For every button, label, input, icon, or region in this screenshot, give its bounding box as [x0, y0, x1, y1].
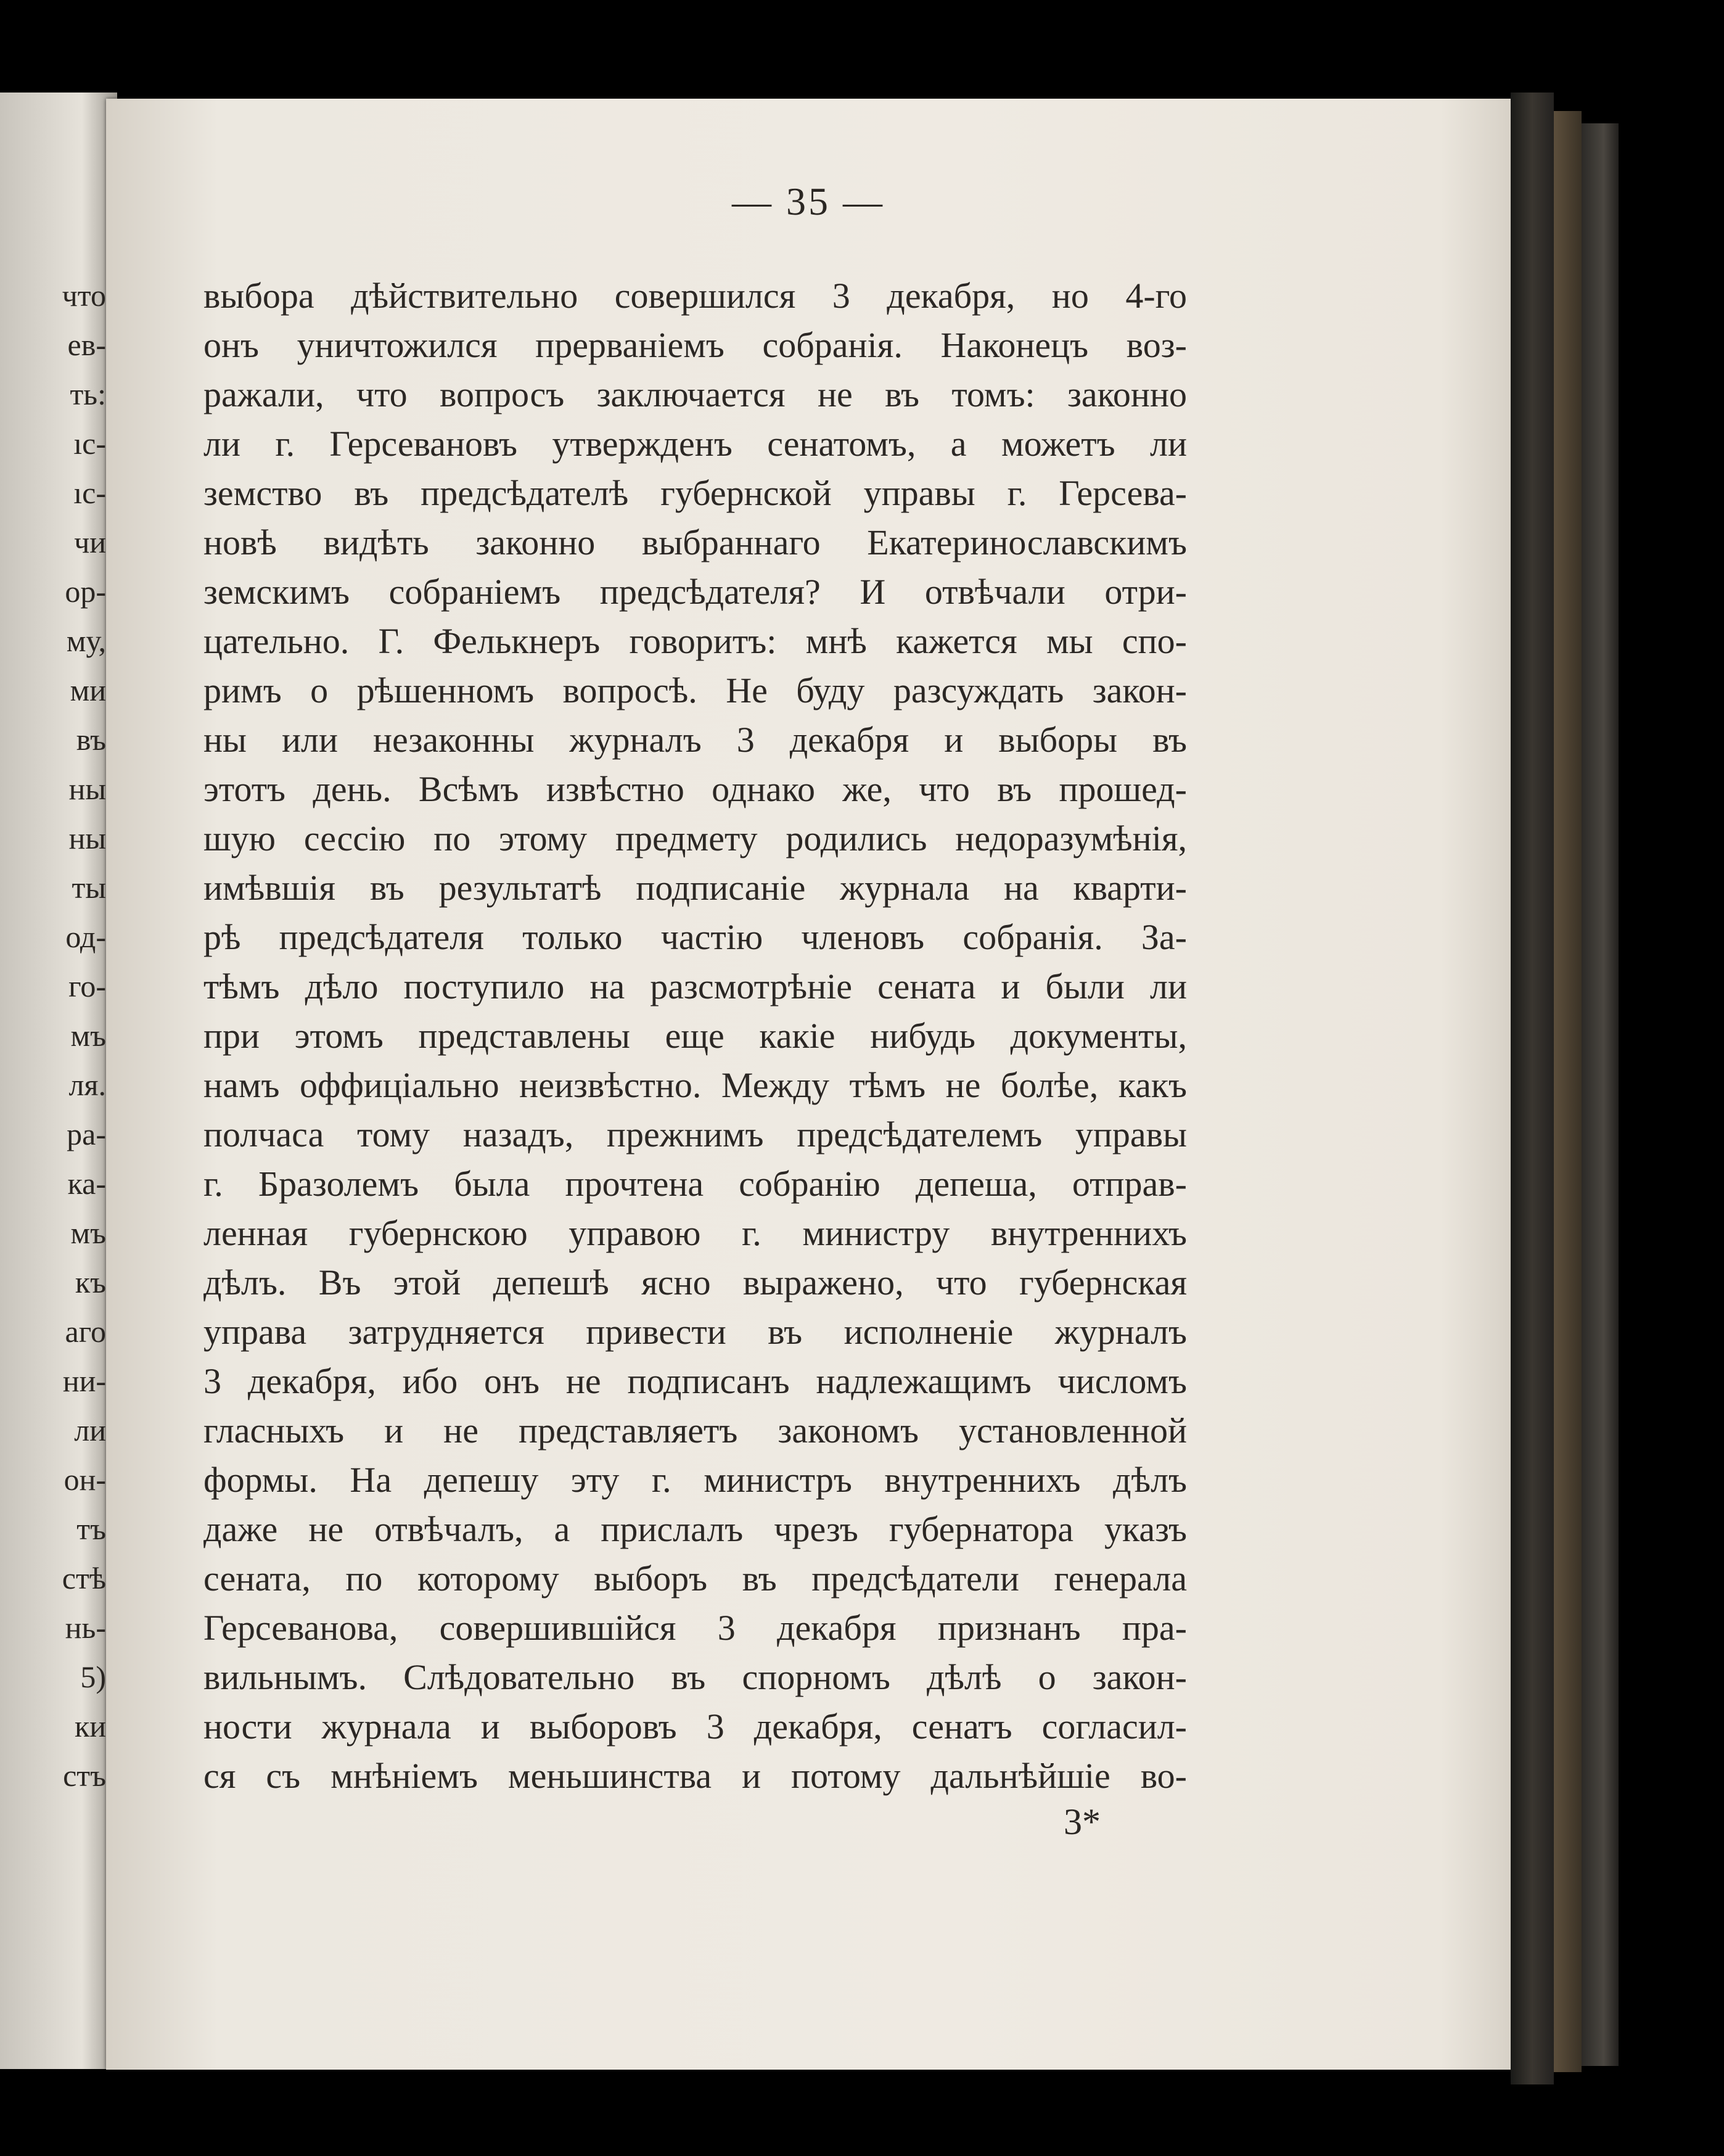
left-fragment: ны: [68, 821, 106, 855]
left-fragment: он-: [64, 1462, 106, 1497]
text-line: земство въ предсѣдателѣ губернской управы г. Герсева-: [203, 473, 1187, 513]
text-line: дѣлъ. Въ этой депешѣ ясно выражено, что губернская: [203, 1262, 1187, 1302]
left-fragment: ты: [72, 870, 106, 905]
book-spine: [1582, 123, 1619, 2066]
text-line: рѣ предсѣдателя только частію членовъ собранія. За-: [203, 917, 1187, 957]
left-fragment: мъ: [70, 1018, 106, 1053]
body-text: [203, 271, 1187, 1801]
left-fragment: ны: [68, 771, 106, 806]
page-edges: [1511, 93, 1554, 2084]
left-fragment: стъ: [63, 1758, 106, 1793]
text-line: даже не отвѣчалъ, а прислалъ чрезъ губернатора указъ: [203, 1509, 1187, 1549]
text-line: ся съ мнѣніемъ меньшинства и потому дальнѣйшіе во-: [203, 1756, 1187, 1796]
left-fragment: тъ: [76, 1512, 106, 1546]
left-fragment: стѣ: [62, 1561, 106, 1595]
text-line: римъ о рѣшенномъ вопросѣ. Не буду разсуждать закон-: [203, 670, 1187, 710]
left-fragment: ев-: [67, 327, 106, 362]
text-line: ленная губернскою управою г. министру внутреннихъ: [203, 1213, 1187, 1253]
text-line: тѣмъ дѣло поступило на разсмотрѣніе сената и были ли: [203, 966, 1187, 1006]
book-cover-edge: [1554, 111, 1582, 2072]
left-fragment: въ: [76, 722, 106, 757]
text-line: онъ уничтожился прерваніемъ собранія. Наконецъ воз-: [203, 325, 1187, 365]
left-fragment: ор-: [65, 574, 106, 609]
left-fragment: од-: [65, 920, 106, 954]
text-line: г. Бразолемъ была прочтена собранію депеша, отправ-: [203, 1164, 1187, 1204]
left-fragment: къ: [75, 1265, 106, 1299]
left-fragment: ли: [74, 1413, 106, 1447]
text-line: ны или незаконны журналъ 3 декабря и выборы въ: [203, 720, 1187, 760]
left-fragment: мъ: [70, 1216, 106, 1250]
text-line: формы. На депешу эту г. министръ внутреннихъ дѣлъ: [203, 1460, 1187, 1500]
left-fragment: что: [62, 278, 106, 313]
text-line: этотъ день. Всѣмъ извѣстно однако же, что въ прошед-: [203, 769, 1187, 809]
left-fragment: ми: [70, 673, 106, 707]
text-line: имѣвшія въ результатѣ подписаніе журнала на кварти-: [203, 868, 1187, 908]
text-line: вильнымъ. Слѣдовательно въ спорномъ дѣлѣ о закон-: [203, 1657, 1187, 1697]
text-line: ности журнала и выборовъ 3 декабря, сенатъ согласил-: [203, 1706, 1187, 1747]
signature-mark: 3*: [1064, 1801, 1101, 1842]
page-number: — 35 —: [732, 179, 885, 223]
left-fragment: ни-: [62, 1364, 106, 1398]
left-fragment: чи: [74, 525, 106, 559]
left-fragment: 5): [80, 1660, 106, 1694]
text-line: при этомъ представлены еще какіе нибудь документы,: [203, 1016, 1187, 1056]
text-line: земскимъ собраніемъ предсѣдателя? И отвѣчали отри-: [203, 572, 1187, 612]
left-fragment: ть:: [70, 377, 106, 411]
text-line: сената, по которому выборъ въ предсѣдатели генерала: [203, 1558, 1187, 1598]
left-fragment: нь-: [65, 1610, 106, 1645]
left-fragment: ıс-: [73, 475, 106, 510]
left-fragment: ıс-: [73, 426, 106, 461]
left-fragment: му,: [66, 623, 106, 658]
text-line: ли г. Герсевановъ утвержденъ сенатомъ, а можетъ ли: [203, 424, 1187, 464]
left-fragment: аго: [65, 1314, 106, 1349]
text-line: управа затрудняется привести въ исполненіе журналъ: [203, 1312, 1187, 1352]
left-fragment: ки: [74, 1709, 106, 1743]
left-fragment: го-: [68, 969, 106, 1003]
left-fragment: ка-: [67, 1166, 106, 1201]
left-fragment: ра-: [67, 1117, 106, 1151]
left-fragment: ля.: [68, 1068, 106, 1102]
text-line: полчаса тому назадъ, прежнимъ предсѣдателемъ управы: [203, 1114, 1187, 1154]
text-line: шую сессію по этому предмету родились недоразумѣнія,: [203, 818, 1187, 858]
text-line: Герсеванова, совершившійся 3 декабря признанъ пра-: [203, 1608, 1187, 1648]
text-line: цательно. Г. Фелькнеръ говоритъ: мнѣ кажется мы спо-: [203, 621, 1187, 661]
text-line: намъ оффиціально неизвѣстно. Между тѣмъ не болѣе, какъ: [203, 1065, 1187, 1105]
text-line: выбора дѣйствительно совершился 3 декабря, но 4-го: [203, 276, 1187, 316]
text-line: новѣ видѣть законно выбраннаго Екатеринославскимъ: [203, 522, 1187, 562]
left-page: [0, 93, 117, 2069]
text-line: ражали, что вопросъ заключается не въ томъ: законно: [203, 374, 1187, 414]
text-line: гласныхъ и не представляетъ закономъ установленной: [203, 1410, 1187, 1450]
text-line: 3 декабря, ибо онъ не подписанъ надлежащимъ числомъ: [203, 1361, 1187, 1401]
